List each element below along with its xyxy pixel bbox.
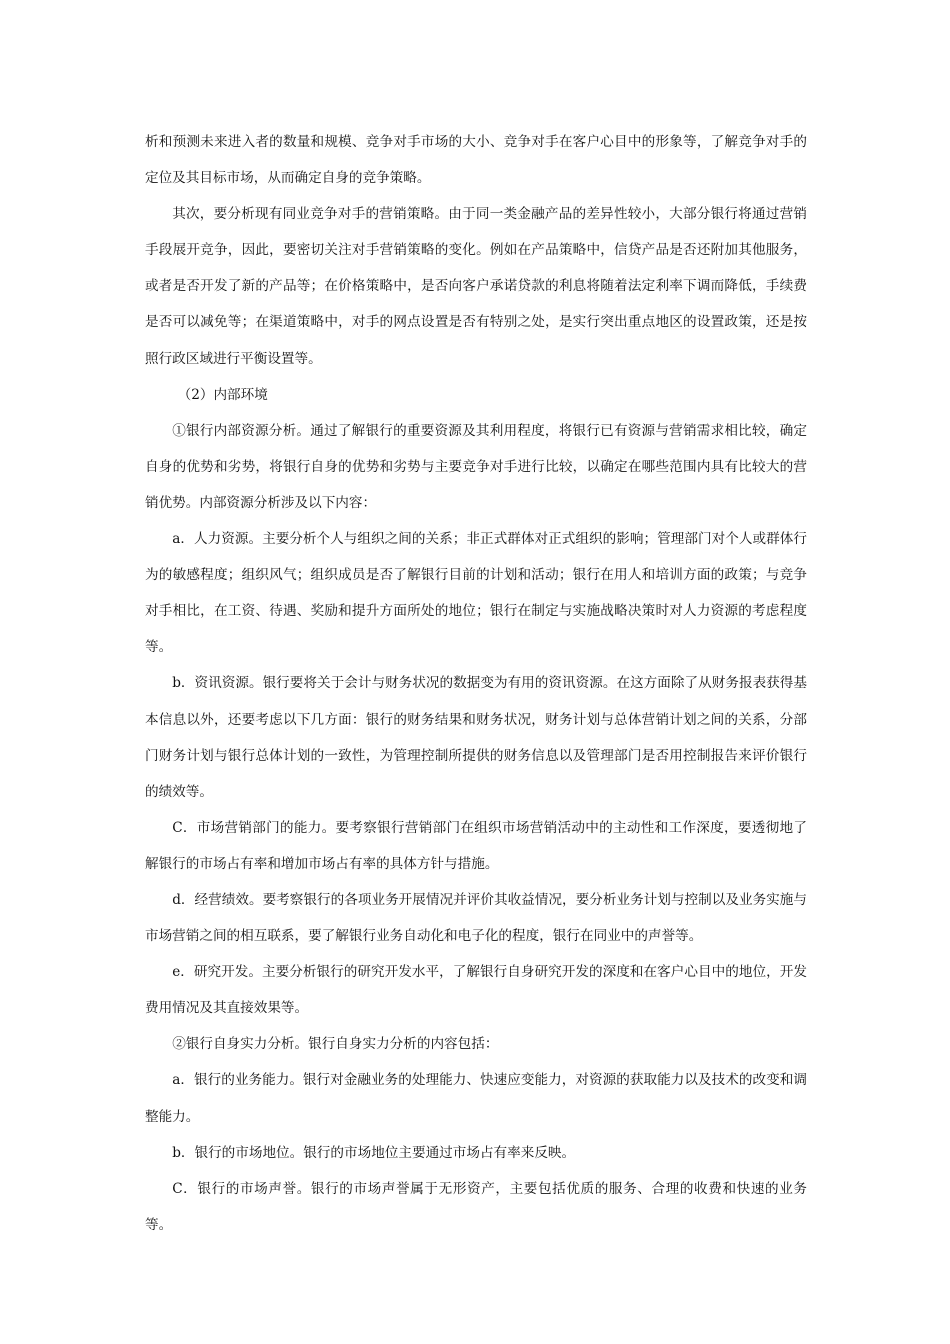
paragraph-market-reputation: C．银行的市场声誉。银行的市场声誉属于无形资产，主要包括优质的服务、合理的收费和快速的业务等。 bbox=[145, 1180, 807, 1233]
paragraph-internal-resource-analysis: ①银行内部资源分析。通过了解银行的重要资源及其利用程度，将银行已有资源与营销需求相比较，确定自身的优势和劣势，将银行自身的优势和劣势与主要竞争对手进行比较，以确定在哪些范围内具有比较大的营销优势。内部资源分析涉及以下内容： bbox=[145, 422, 807, 511]
paragraph-bank-strength-analysis: ②银行自身实力分析。银行自身实力分析的内容包括： bbox=[172, 1036, 499, 1053]
document-body bbox=[145, 124, 807, 1243]
paragraph-human-resources: a．人力资源。主要分析个人与组织之间的关系；非正式群体对正式组织的影响；管理部门对个人或群体行为的敏感程度；组织风气；组织成员是否了解银行目前的计划和活动；银行在用人和培训方面的政策；与竞争对手相比，在工资、待遇、奖励和提升方面所处的地位；银行在制定与实施战略决策时对人力资源的考虑程度等。 bbox=[145, 531, 807, 656]
paragraph-marketing-department-capability: C．市场营销部门的能力。要考察银行营销部门在组织市场营销活动中的主动性和工作深度，要透彻地了解银行的市场占有率和增加市场占有率的具体方针与措施。 bbox=[145, 819, 807, 872]
paragraph-operating-performance: d．经营绩效。要考察银行的各项业务开展情况并评价其收益情况，要分析业务计划与控制以及业务实施与市场营销之间的相互联系，要了解银行业务自动化和电子化的程度，银行在同业中的声誉等。 bbox=[145, 891, 807, 945]
paragraph-competitor-marketing-strategy: 其次，要分析现有同业竞争对手的营销策略。由于同一类金融产品的差异性较小，大部分银行将通过营销手段展开竞争，因此，要密切关注对手营销策略的变化。例如在产品策略中，信贷产品是否还附加其他服务，或者是否开发了新的产品等；在价格策略中，是否向客户承诺贷款的利息将随着法定利率下调而降低，手续费是否可以减免等；在渠道策略中，对手的网点设置是否有特别之处，是实行突出重点地区的设置政策，还是按照行政区域进行平衡设置等。 bbox=[145, 206, 807, 367]
paragraph-business-capability: a．银行的业务能力。银行对金融业务的处理能力、快速应变能力，对资源的获取能力以及技术的改变和调整能力。 bbox=[145, 1072, 807, 1125]
paragraph-information-resources: b．资讯资源。银行要将关于会计与财务状况的数据变为有用的资讯资源。在这方面除了从财务报表获得基本信息以外，还要考虑以下几方面：银行的财务结果和财务状况，财务计划与总体营销计划之间的关系，分部门财务计划与银行总体计划的一致性，为管理控制所提供的财务信息以及管理部门是否用控制报告来评价银行的绩效等。 bbox=[145, 675, 807, 800]
paragraph-competitor-analysis-continued: 析和预测未来进入者的数量和规模、竞争对手市场的大小、竞争对手在客户心目中的形象等，了解竞争对手的定位及其目标市场，从而确定自身的竞争策略。 bbox=[145, 134, 807, 187]
paragraph-research-development: e．研究开发。主要分析银行的研究开发水平，了解银行自身研究开发的深度和在客户心目中的地位，开发费用情况及其直接效果等。 bbox=[145, 964, 807, 1017]
paragraph-market-position: b．银行的市场地位。银行的市场地位主要通过市场占有率来反映。 bbox=[172, 1144, 576, 1161]
section-heading-internal-environment: （2）内部环境 bbox=[177, 386, 268, 403]
